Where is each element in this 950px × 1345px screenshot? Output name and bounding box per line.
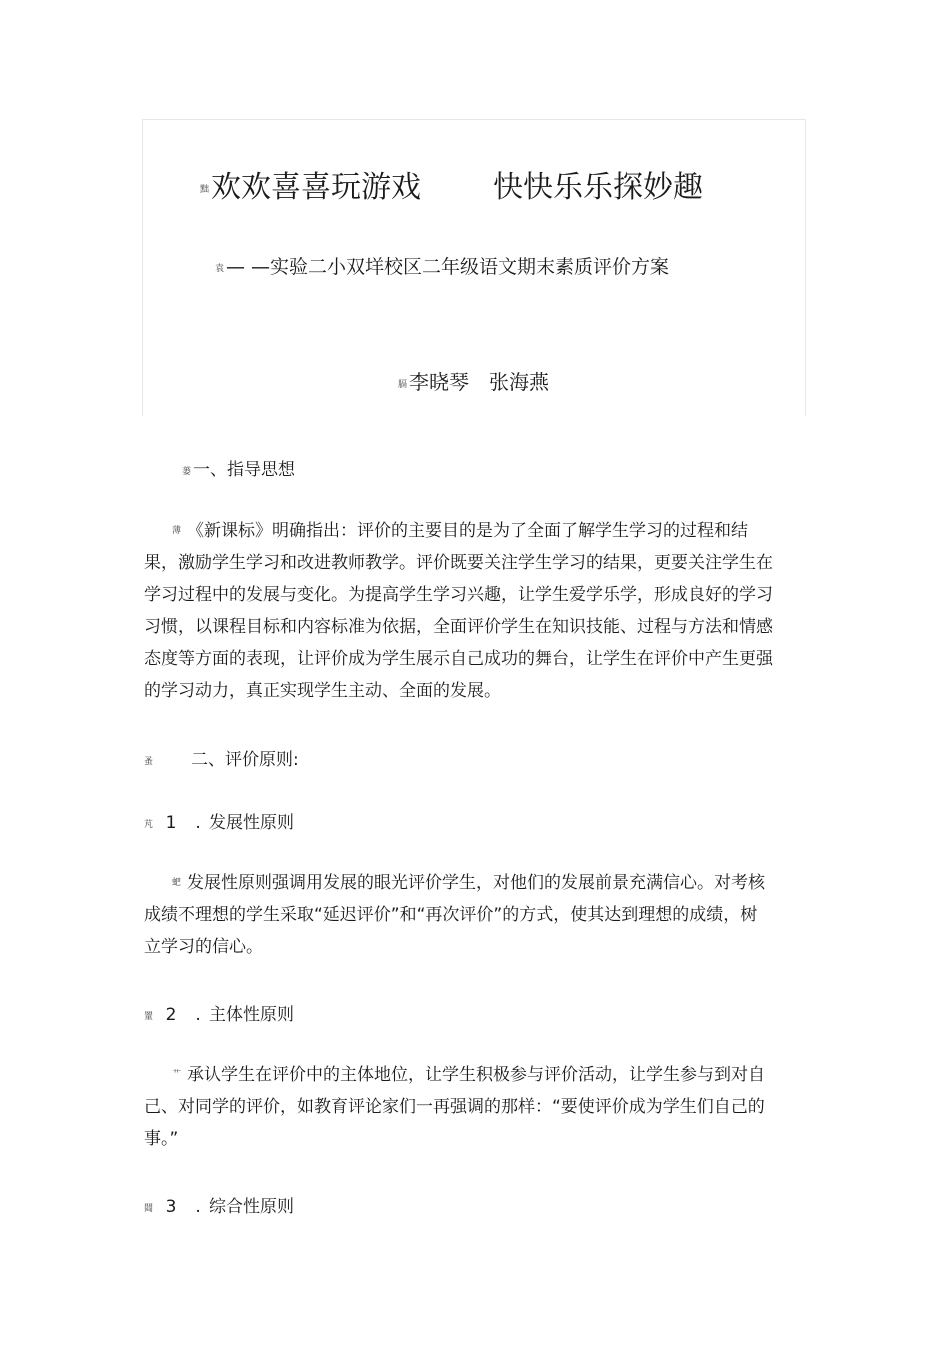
glyph-mark: 袁	[215, 264, 225, 274]
principle-heading-3	[144, 1192, 294, 1217]
principle-number: 2	[165, 1005, 177, 1025]
main-title-part1: 欢欢喜喜玩游戏	[211, 170, 422, 205]
principle-number: 1	[165, 813, 177, 833]
glyph-mark: 蒌	[182, 466, 192, 477]
principle-dot: .	[195, 1197, 201, 1217]
authors	[398, 366, 549, 395]
section-heading-text: 二、评价原则:	[191, 750, 299, 770]
glyph-mark: 閸	[144, 1203, 154, 1214]
paragraph-text: 发展性原则强调用发展的眼光评价学生，对他们的发展前景充满信心。对考核成绩不理想的学生采取“延迟评价”和“再次评价”的方式，使其达到理想的成绩，树立学习的信心。	[144, 873, 766, 957]
glyph-mark: 蚆	[172, 878, 182, 888]
glyph-mark: 艹	[172, 1070, 182, 1080]
section-heading-guiding-ideology	[182, 455, 295, 480]
paragraph-principle-1	[144, 867, 774, 963]
section-heading-principles	[144, 745, 299, 770]
subtitle-text: — —实验二小双垟校区二年级语文期末素质评价方案	[226, 256, 670, 278]
author-2: 张海燕	[489, 370, 550, 394]
main-title	[200, 162, 703, 206]
paragraph-text: 《新课标》明确指出：评价的主要目的是为了全面了解学生学习的过程和结果，激励学生学习和改进教师教学。评价既要关注学生学习的结果，更要关注学生在学习过程中的发展与变化。为提高学生学习兴趣，让学生爱学乐学，形成良好的学习习惯，以课程目标和内容标准为依据，全面评价学生在知识技能、过程与方法和情感态度等方面的表现，让评价成为学生展示自己成功的舞台，让学生在评价中产生更强的学习动力，真正实现学生主动、全面的发展。	[144, 521, 773, 701]
principle-dot: .	[195, 813, 201, 833]
author-1: 李晓琴	[409, 370, 470, 394]
paragraph-text: 承认学生在评价中的主体地位，让学生积极参与评价活动，让学生参与到对自己、对同学的评价，如教育评论家们一再强调的那样：“要使评价成为学生们自己的事。”	[144, 1065, 766, 1149]
glyph-mark: 黜	[200, 185, 210, 195]
principle-dot: .	[195, 1005, 201, 1025]
principle-title: 主体性原则	[209, 1005, 295, 1025]
glyph-mark: 膈	[398, 380, 408, 390]
glyph-mark: 蚤	[144, 756, 154, 767]
principle-heading-2	[144, 1000, 294, 1025]
glyph-mark: 罿	[144, 1011, 154, 1022]
section-heading-text: 一、指导思想	[193, 460, 296, 480]
glyph-mark: 芃	[144, 819, 154, 830]
paragraph-guiding-ideology	[144, 515, 774, 707]
principle-heading-1	[144, 808, 294, 833]
subtitle	[215, 252, 669, 279]
principle-title: 发展性原则	[209, 813, 295, 833]
glyph-mark: 薄	[172, 526, 182, 536]
paragraph-principle-2	[144, 1059, 774, 1155]
principle-number: 3	[165, 1197, 177, 1217]
principle-title: 综合性原则	[209, 1197, 295, 1217]
main-title-part2: 快快乐乐探妙趣	[493, 170, 704, 205]
